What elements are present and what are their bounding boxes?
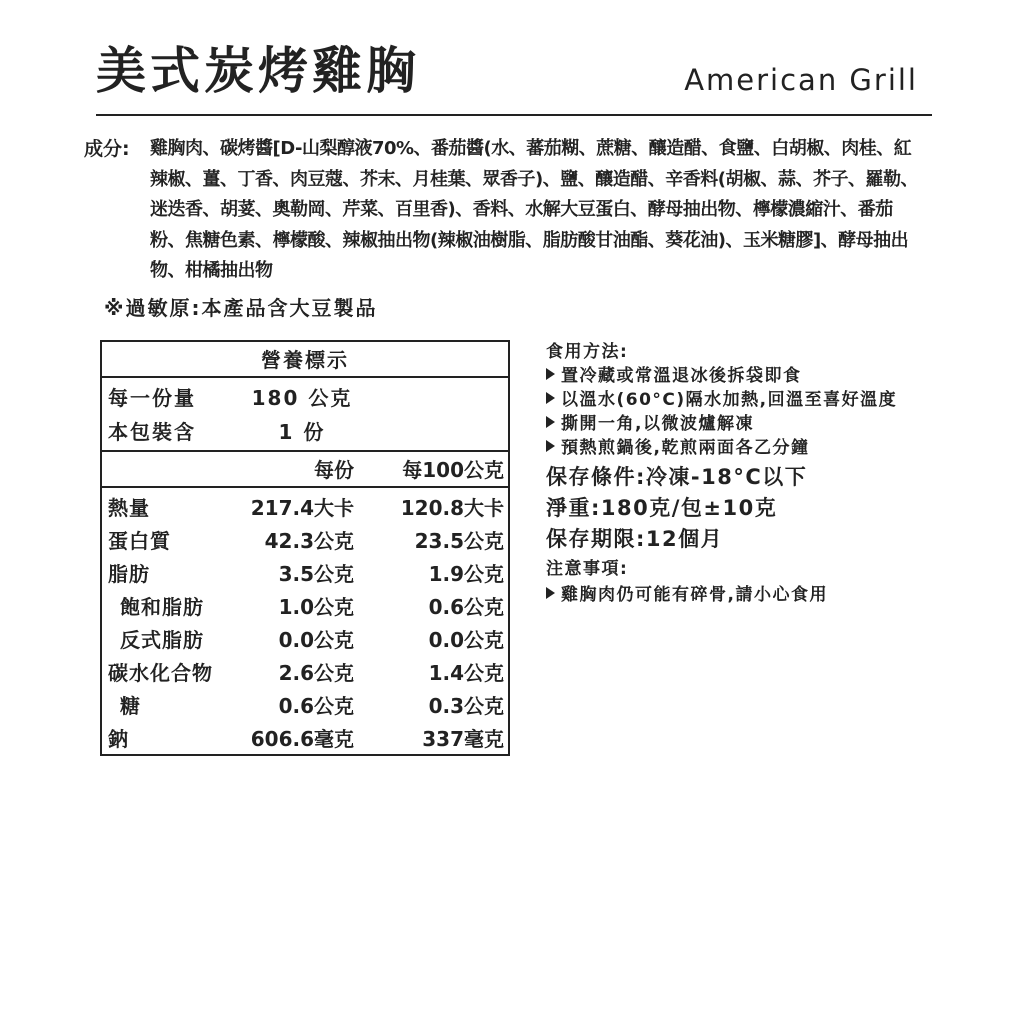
usage-step-text: 置冷藏或常溫退冰後拆袋即食 [561, 366, 802, 386]
nutrition-row [102, 591, 508, 624]
usage-title: 食用方法: [546, 342, 629, 362]
ingredients-text: 雞胸肉、碳烤醬[D-山梨醇液70%、番茄醬(水、蕃茄糊、蔗糖、釀造醋、食鹽、白胡椒、肉桂、紅辣椒、薑、丁香、肉豆蔻、芥末、月桂葉、眾香子)、鹽、釀造醋、辛香料(胡椒、蒜、芥子、羅勒、迷迭香、胡荽、奧勒岡、芹菜、百里香)、香料、水解大豆蛋白、酵母抽出物、檸檬濃縮汁、番茄粉、焦糖色素、檸檬酸、辣椒抽出物(辣椒油樹脂、脂肪酸甘油酯、葵花油)、玉米糖膠]、酵母抽出物、柑橘抽出物 [150, 138, 918, 281]
nutrition-row [102, 492, 508, 525]
nutrition-column-headers [102, 452, 508, 488]
nutrient-label: 碳水化合物 [108, 661, 213, 685]
net-weight: 淨重:180克/包±10克 [546, 496, 778, 520]
nutrient-per-100g: 1.4公克 [428, 661, 504, 685]
nutrient-label: 脂肪 [108, 562, 150, 586]
nutrient-label: 飽和脂肪 [120, 595, 204, 619]
nutrient-label: 糖 [120, 694, 141, 718]
nutrient-per-100g: 337毫克 [422, 727, 504, 751]
nutrition-row [102, 657, 508, 690]
servings-per-package-label: 本包裝含 [108, 420, 196, 444]
per-serving-header: 每份 [314, 458, 354, 482]
ingredients-label: 成分: [84, 138, 130, 160]
nutrient-label: 熱量 [108, 496, 150, 520]
nutrient-per-serving: 217.4大卡 [250, 496, 354, 520]
play-triangle-icon [546, 416, 555, 428]
usage-step [546, 412, 754, 436]
play-triangle-icon [546, 392, 555, 404]
nutrient-label: 蛋白質 [108, 529, 171, 553]
play-triangle-icon [546, 587, 555, 599]
nutrient-per-100g: 1.9公克 [428, 562, 504, 586]
nutrient-per-100g: 23.5公克 [414, 529, 504, 553]
serving-info [102, 378, 508, 452]
play-triangle-icon [546, 368, 555, 380]
nutrition-row [102, 558, 508, 591]
nutrient-per-100g: 0.0公克 [428, 628, 504, 652]
usage-step-text: 以溫水(60°C)隔水加熱,回溫至喜好溫度 [561, 390, 898, 410]
usage-step [546, 364, 802, 388]
serving-size-value: 180 公克 [251, 386, 353, 410]
nutrient-per-100g: 120.8大卡 [400, 496, 504, 520]
nutrition-facts-table [100, 340, 510, 756]
notice-item [546, 583, 828, 607]
usage-step [546, 436, 809, 460]
per-100g-header: 每100公克 [402, 458, 504, 482]
nutrient-per-serving: 1.0公克 [278, 595, 354, 619]
usage-step-text: 預熱煎鍋後,乾煎兩面各乙分鐘 [561, 438, 810, 458]
nutrient-per-serving: 2.6公克 [278, 661, 354, 685]
product-title-english: American Grill [684, 63, 918, 97]
nutrient-per-serving: 606.6毫克 [250, 727, 354, 751]
nutrient-per-serving: 3.5公克 [278, 562, 354, 586]
nutrition-row [102, 723, 508, 756]
title-divider [96, 114, 932, 116]
usage-step [546, 388, 897, 412]
notice-title: 注意事項: [546, 559, 629, 579]
serving-size-label: 每一份量 [108, 386, 196, 410]
usage-step-text: 撕開一角,以微波爐解凍 [561, 414, 754, 434]
play-triangle-icon [546, 440, 555, 452]
nutrient-label: 反式脂肪 [120, 628, 204, 652]
nutrition-row [102, 525, 508, 558]
nutrient-per-serving: 0.0公克 [278, 628, 354, 652]
nutrition-title: 營養標示 [102, 342, 508, 378]
nutrient-per-100g: 0.3公克 [428, 694, 504, 718]
nutrient-per-100g: 0.6公克 [428, 595, 504, 619]
nutrition-row [102, 624, 508, 657]
nutrient-per-serving: 42.3公克 [264, 529, 354, 553]
product-title: 美式炭烤雞胸 [96, 42, 420, 100]
allergen-notice: ※過敏原:本產品含大豆製品 [104, 296, 378, 320]
nutrition-row [102, 690, 508, 723]
nutrient-per-serving: 0.6公克 [278, 694, 354, 718]
servings-per-package-line [102, 414, 508, 450]
notice-item-text: 雞胸肉仍可能有碎骨,請小心食用 [561, 585, 828, 605]
servings-per-package-value: 1 份 [278, 420, 326, 444]
serving-size-line [102, 380, 508, 416]
storage-condition: 保存條件:冷凍-18°C以下 [546, 465, 808, 489]
nutrient-label: 鈉 [108, 727, 129, 751]
shelf-life: 保存期限:12個月 [546, 527, 724, 551]
